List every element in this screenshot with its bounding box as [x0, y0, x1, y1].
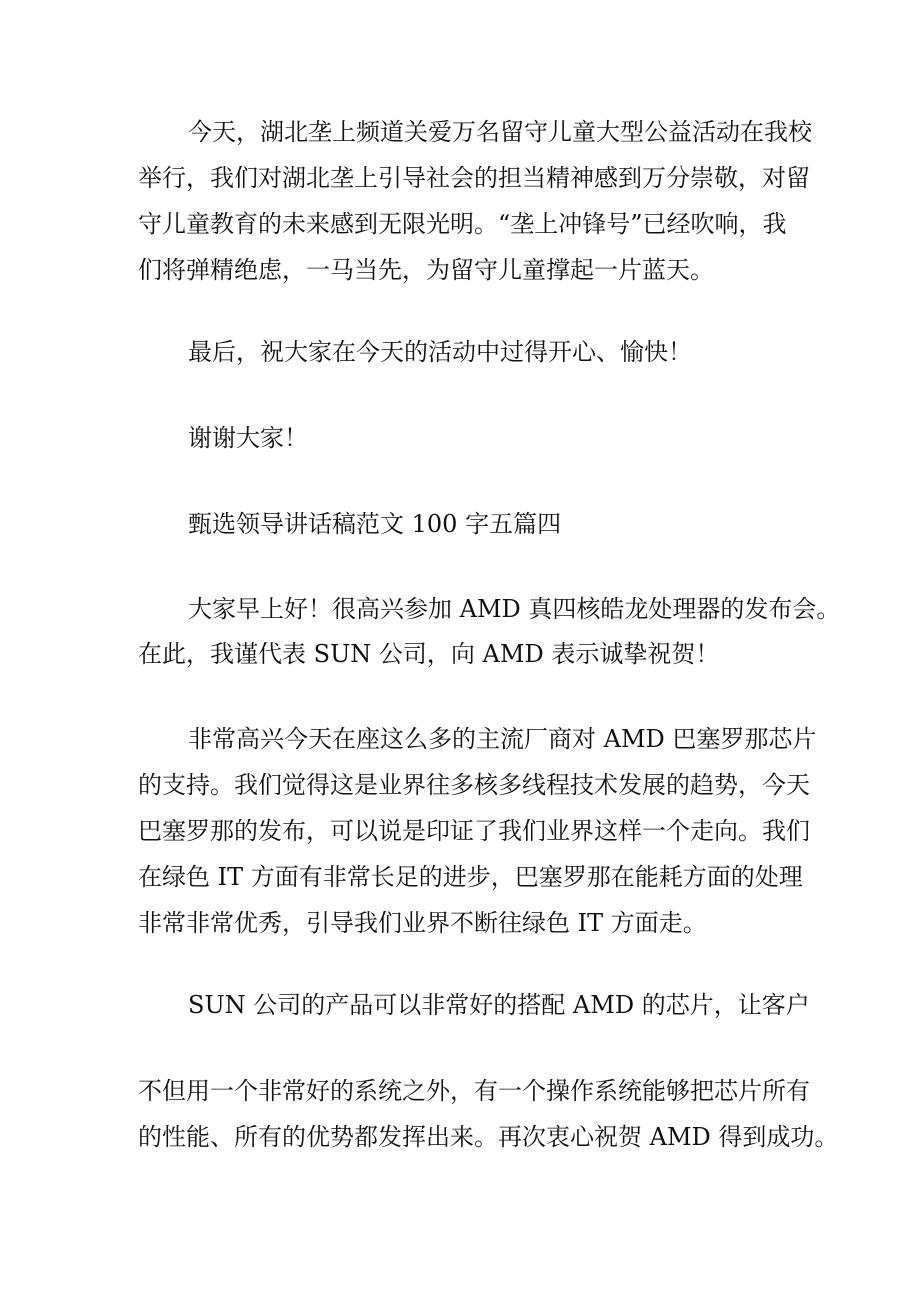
text-line: 在此，我谨代表 SUN 公司，向 AMD 表示诚挚祝贺！ — [138, 640, 720, 668]
text-line: SUN 公司的产品可以非常好的搭配 AMD 的芯片，让客户 — [188, 991, 810, 1019]
text-line: 们将弹精绝虑，一马当先，为留守儿童撑起一片蓝天。 — [138, 256, 714, 284]
text-line: 非常非常优秀，引导我们业界不断往绿色 IT 方面走。 — [138, 909, 707, 937]
text-line: 举行，我们对湖北垄上引导社会的担当精神感到万分崇敬，对留 — [138, 164, 810, 192]
text-line: 谢谢大家！ — [188, 424, 308, 452]
text-line: 今天，湖北垄上频道关爱万名留守儿童大型公益活动在我校 — [188, 118, 812, 146]
text-line: 巴塞罗那的发布，可以说是印证了我们业界这样一个走向。我们 — [138, 817, 810, 845]
text-line: 在绿色 IT 方面有非常长足的进步，巴塞罗那在能耗方面的处理 — [138, 863, 803, 891]
text-line: 非常高兴今天在座这么多的主流厂商对 AMD 巴塞罗那芯片 — [188, 725, 817, 753]
text-line: 的性能、所有的优势都发挥出来。再次衷心祝贺 AMD 得到成功。 — [138, 1123, 839, 1151]
text-line: 最后，祝大家在今天的活动中过得开心、愉快！ — [188, 338, 692, 366]
text-line: 不但用一个非常好的系统之外，有一个操作系统能够把芯片所有 — [138, 1077, 810, 1105]
text-line: 大家早上好！很高兴参加 AMD 真四核皓龙处理器的发布会。 — [188, 595, 841, 623]
section-heading: 甄选领导讲话稿范文 100 字五篇四 — [188, 510, 562, 538]
text-line: 守儿童教育的未来感到无限光明。“垄上冲锋号”已经吹响，我 — [138, 210, 787, 238]
text-line: 的支持。我们觉得这是业界往多核多线程技术发展的趋势，今天 — [138, 771, 810, 799]
